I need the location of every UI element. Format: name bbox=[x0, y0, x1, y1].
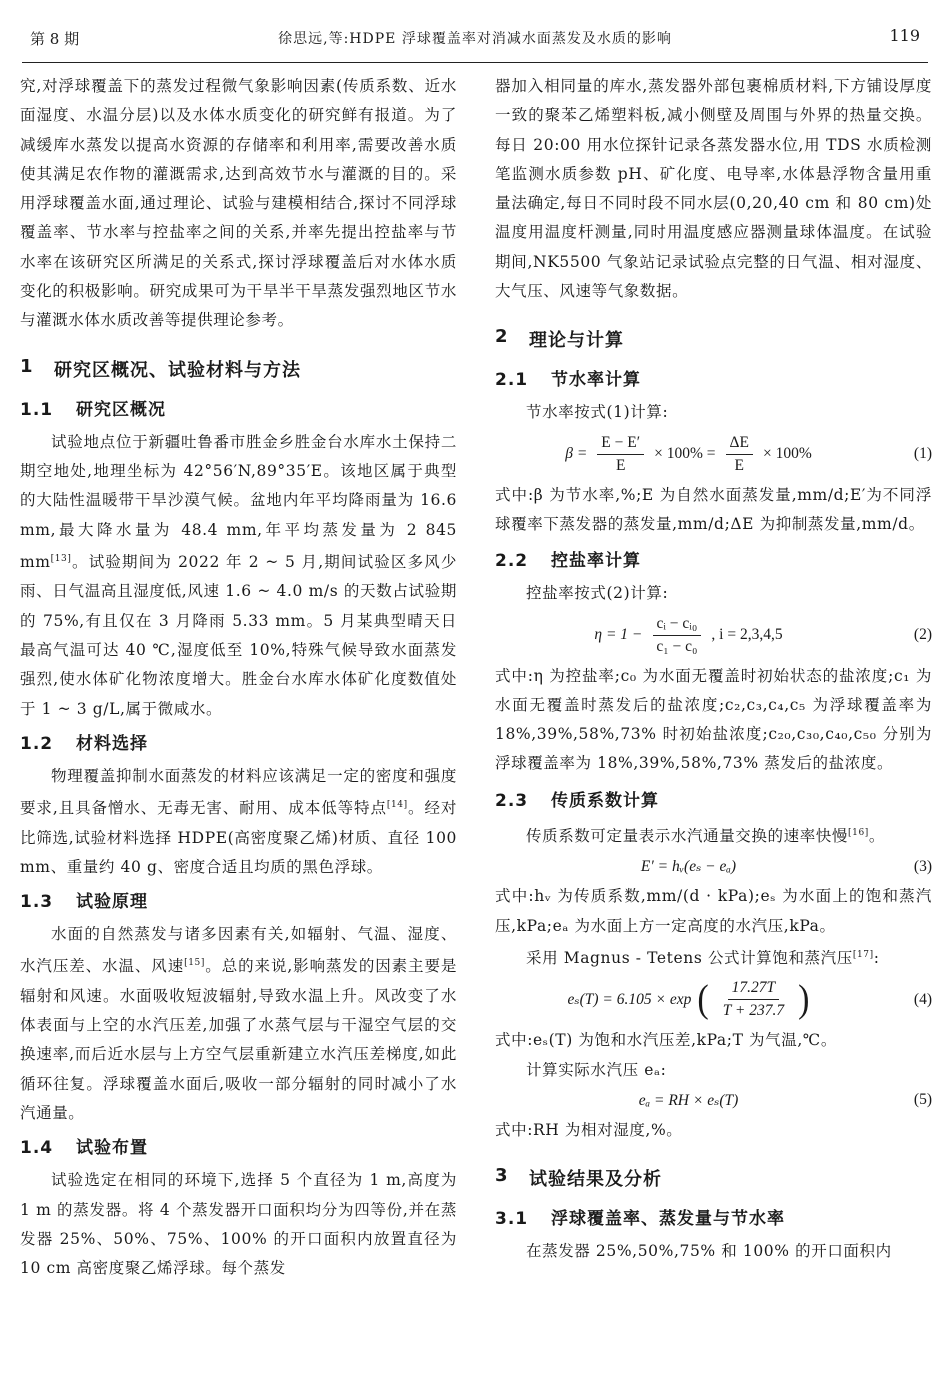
citation-13[interactable]: [13] bbox=[50, 553, 72, 564]
equation-2: η = 1 − $\frac{\text{cᵢ − cᵢ₀}}{\text{c₁ − c₀}}$ , i = 2,3,4,5 (2) bbox=[594, 614, 932, 655]
issue-number: 第 8 期 bbox=[30, 30, 80, 48]
section-1-2-text: 物理覆盖抑制水面蒸发的材料应该满足一定的密度和强度要求,且具备憎水、无毒无害、耐用、成本低等特点[14]。经对比筛选,试验材料选择 HDPE(高密度聚乙烯)材质、直径 100 mm、重量约 40 g、密度合适且均质的黑色浮球。 bbox=[20, 766, 457, 876]
section-1-4-heading: 1.4 试验布置 bbox=[20, 1138, 148, 1159]
section-2-1-heading: 2.1 节水率计算 bbox=[495, 370, 641, 391]
section-1-4-continued: 器加入相同量的库水,蒸发器外部包裹棉质材料,下方铺设厚度一致的聚苯乙烯塑料板,减小侧壁及周围与外界的热量交换。每日 20:00 用水位探针记录各蒸发器水位,用 TDS 水质检测笔监测水质参数 pH、矿化度、电导率,水体悬浮物含量用重量法确定,每日不同时段不同水层(0,20,40 cm 和 80 cm)处温度用温度杆测量,同时用温度感应器测量球体温度。在试验期间,NK5500 气象站记录试验点完整的日气温、相对湿度、大气压、风速等气象数据。 bbox=[495, 77, 932, 301]
section-3-heading: 3 试验结果及分析 bbox=[495, 1165, 662, 1191]
equation-1: β = $\frac{E - E'}{E}$ × 100% = $\frac{\Delta E}{E}$ × 100% (1) bbox=[565, 433, 932, 474]
section-1-2-heading: 1.2 材料选择 bbox=[20, 733, 148, 754]
actual-vapor-pressure-intro: 计算实际水汽压 eₐ: bbox=[526, 1060, 667, 1079]
left-column bbox=[20, 72, 457, 1284]
section-1-1-text: 试验地点位于新疆吐鲁番市胜金乡胜金台水库水土保持二期空地处,地理坐标为 42°56′N,89°35′E。该地区属于典型的大陆性温暖带干旱沙漠气候。盆地内年平均降雨量为 16.6 mm,最大降水量为 48.4 mm,年平均蒸发量为 2 845 mm[13]。试验期间为 2022 年 2 ~ 5 月,期间试验区多风少雨、日气温高且湿度低,风速 1.6 ~ 4.0 m/s 的天数占试验期的 75%,有且仅在 3 月降雨 5.33 mm。5 月某典型晴天日最高气温可达 40 ℃,湿度低至 10%,特殊气候导致水面蒸发强烈,使水体矿化物浓度增大。胜金台水库水体矿化度数值处于 1 ~ 3 g/L,属于微咸水。 bbox=[20, 432, 457, 718]
equation-3: E′ = hᵥ(eₛ − eₐ) (3) bbox=[640, 857, 932, 876]
citation-16[interactable]: [16] bbox=[848, 827, 869, 838]
section-1-3-text: 水面的自然蒸发与诸多因素有关,如辐射、气温、湿度、水汽压差、水温、风速[15]。总的来说,影响蒸发的因素主要是辐射和风速。水面吸收短波辐射,导致水温上升。风改变了水体表面与上空的水汽压差,加强了水蒸气层与干湿空气层的交换速率,而后近水层与上方空气层重新建立水汽压差梯度,如此循环往复。浮球覆盖水面后,吸收一部分辐射的同时减小了水汽通量。 bbox=[20, 925, 457, 1123]
section-2-2-intro: 控盐率按式(2)计算: bbox=[526, 584, 669, 603]
section-1-heading: 1 研究区概况、试验材料与方法 bbox=[20, 355, 301, 381]
citation-17[interactable]: [17] bbox=[852, 949, 874, 960]
equation-5: eₐ = RH × eₛ(T) (5) bbox=[638, 1091, 932, 1109]
section-3-1-heading: 3.1 浮球覆盖率、蒸发量与节水率 bbox=[495, 1209, 785, 1230]
section-2-3-text: 传质系数可定量表示水汽通量交换的速率快慢[16]。 bbox=[526, 826, 885, 845]
section-2-2-where: 式中:η 为控盐率;c₀ 为水面无覆盖时初始状态的盐浓度;c₁ 为水面无覆盖时蒸发后的盐浓度;c₂,c₃,c₄,c₅ 为浮球覆盖率为 18%,39%,58%,73% 时初始盐浓度;c₂₀,c₃₀,c₄₀,c₅₀ 分别为浮球覆盖率为 18%,39%,58%,73% 蒸发后的盐浓度。 bbox=[495, 666, 932, 773]
section-2-2-heading: 2.2 控盐率计算 bbox=[495, 551, 641, 572]
section-3-1-text: 在蒸发器 25%,50%,75% 和 100% 的开口面积内 bbox=[526, 1242, 892, 1261]
section-1-1-heading: 1.1 研究区概况 bbox=[20, 399, 166, 420]
section-2-1-intro: 节水率按式(1)计算: bbox=[526, 403, 669, 422]
section-1-3-heading: 1.3 试验原理 bbox=[20, 892, 148, 913]
section-2-1-where: 式中:β 为节水率,%;E 为自然水面蒸发量,mm/d;E′为不同浮球覆率下蒸发器的蒸发量,mm/d;ΔE 为抑制蒸发量,mm/d。 bbox=[495, 485, 932, 533]
page-number: 119 bbox=[889, 26, 920, 45]
section-2-3-where-3: 式中:RH 为相对湿度,%。 bbox=[495, 1120, 683, 1139]
page-header bbox=[22, 0, 928, 63]
magnus-tetens-intro: 采用 Magnus - Tetens 公式计算饱和蒸汽压[17]: bbox=[526, 948, 880, 967]
section-2-3-where: 式中:hᵥ 为传质系数,mm/(d · kPa);eₛ 为水面上的饱和蒸汽压,kPa;eₐ 为水面上方一定高度的水汽压,kPa。 bbox=[495, 887, 932, 935]
equation-4: eₛ(T) = 6.105 × exp ( $\frac{17.27T}{T + 237.7}$ ) (4) bbox=[567, 977, 932, 1021]
section-1-4-text: 试验选定在相同的环境下,选择 5 个直径为 1 m,高度为 1 m 的蒸发器。将 4 个蒸发器开口面积均分为四等份,并在蒸发器 25%、50%、75%、100% 的开口面积内放置直径为 10 cm 高密度聚乙烯浮球。每个蒸发 bbox=[20, 1171, 457, 1278]
section-2-3-heading: 2.3 传质系数计算 bbox=[495, 790, 659, 811]
section-2-heading: 2 理论与计算 bbox=[495, 326, 624, 352]
running-title: 徐思远,等:HDPE 浮球覆盖率对消减水面蒸发及水质的影响 bbox=[278, 31, 672, 47]
right-column bbox=[495, 72, 932, 1266]
intro-paragraph: 究,对浮球覆盖下的蒸发过程微气象影响因素(传质系数、近水面湿度、水温分层)以及水体水质变化的研究鲜有报道。为了减缓库水蒸发以提高水资源的存储率和利用率,需要改善水质使其满足农作物的灌溉需求,达到高效节水与灌溉的目的。采用浮球覆盖水面,通过理论、试验与建模相结合,探讨不同浮球覆盖率、节水率与控盐率之间的关系,并率先提出控盐率与节水率在该研究区所满足的关系式,探讨浮球覆盖后对水体水质变化的积极影响。研究成果可为干旱半干旱蒸发强烈地区节水与灌溉水体水质改善等提供理论参考。 bbox=[20, 77, 457, 330]
citation-14[interactable]: [14] bbox=[386, 800, 408, 811]
section-2-3-where-2: 式中:eₛ(T) 为饱和水汽压差,kPa;T 为气温,℃。 bbox=[495, 1031, 837, 1050]
citation-15[interactable]: [15] bbox=[184, 958, 205, 969]
